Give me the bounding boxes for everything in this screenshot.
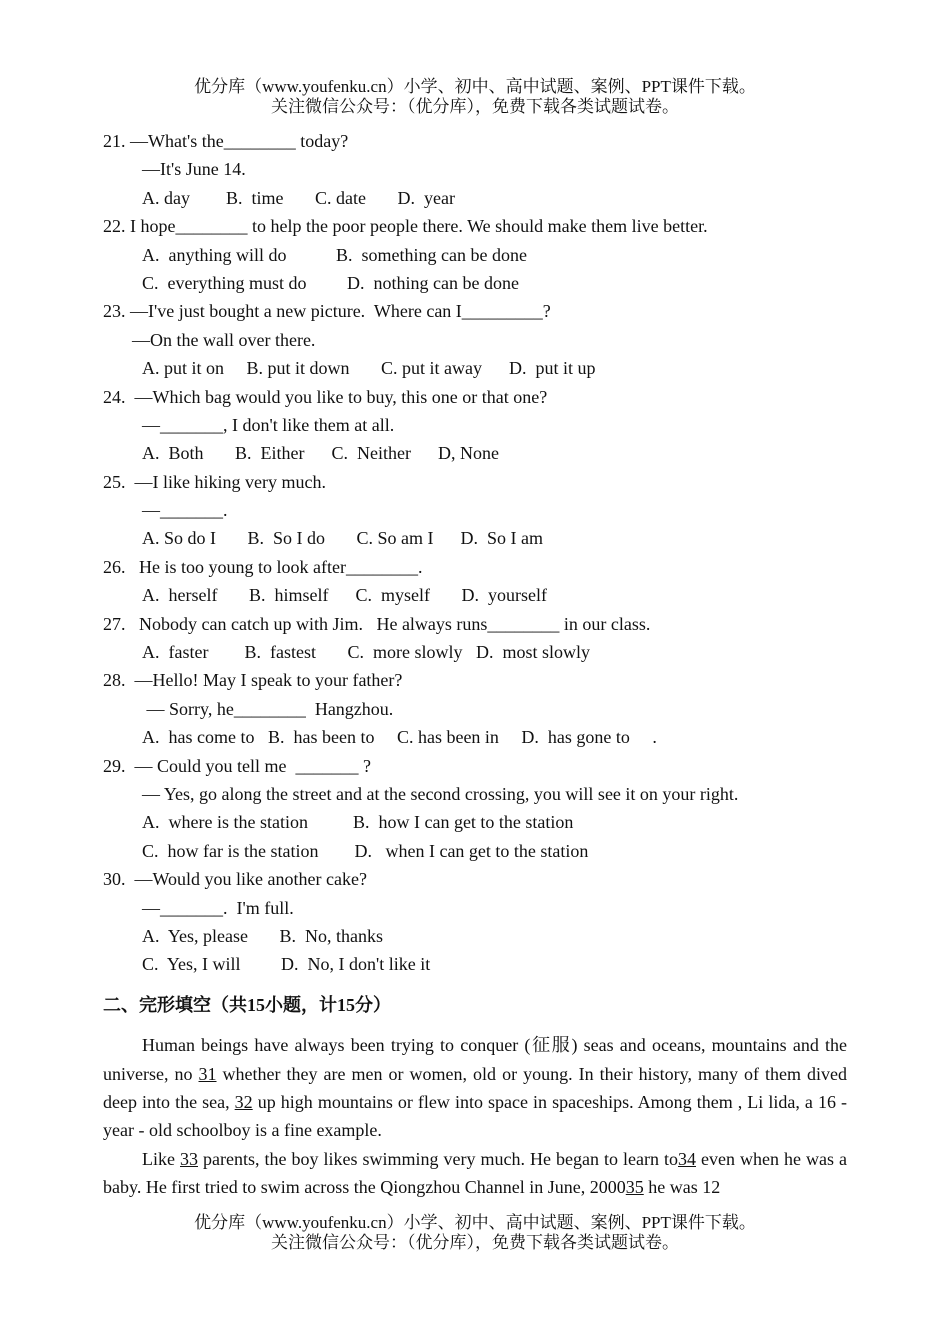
blank-32: 32 [234, 1091, 253, 1112]
answer-options: C. how far is the station D. when I can get to the station [142, 840, 589, 861]
blank-33: 33 [180, 1148, 198, 1169]
text-run: he was 12 [643, 1177, 721, 1198]
question-response: —It's June 14. [142, 159, 246, 180]
question-30: 30. —Would you like another cake? [103, 869, 367, 890]
answer-options: A. where is the station B. how I can get to the station [142, 812, 574, 833]
text-run: Human beings have always been trying to conquer (征服) seas and oceans, mountains and the universe, no [103, 1035, 847, 1084]
cloze-paragraph-1 [103, 1031, 847, 1145]
page-header [0, 77, 950, 117]
answer-options: A. Yes, please B. No, thanks [142, 925, 383, 946]
answer-options: A. has come to B. has been to C. has been in D. has gone to . [142, 727, 657, 748]
question-list [103, 127, 847, 979]
answer-options: A. herself B. himself C. myself D. yourself [142, 585, 547, 606]
text-run: up high mountains or flew into space in spaceships. Among them , Li lida, a 16 - year - old schoolboy is a fine example. [103, 1091, 847, 1141]
question-23: 23. —I've just bought a new picture. Where can I_________? [103, 301, 551, 322]
text-run: parents, the boy likes swimming very much. He began to learn to [198, 1148, 678, 1169]
answer-options: C. Yes, I will D. No, I don't like it [142, 954, 431, 975]
question-response: —On the wall over there. [132, 329, 316, 350]
blank-35: 35 [625, 1177, 644, 1198]
question-25: 25. —I like hiking very much. [103, 471, 326, 492]
question-22: 22. I hope________ to help the poor people there. We should make them live better. [103, 216, 708, 237]
answer-options: A. So do I B. So I do C. So am I D. So I am [142, 528, 544, 549]
footer-line-2: 关注微信公众号：（优分库），免费下载各类试题试卷。 [271, 1233, 679, 1252]
question-21: 21. —What's the________ today? [103, 131, 349, 151]
footer-line-1: 优分库（www.youfenku.cn）小学、初中、高中试题、案例、PPT课件下载。 [194, 1213, 756, 1232]
text-run: Like [142, 1148, 180, 1169]
answer-options: A. put it on B. put it down C. put it away D. put it up [142, 358, 596, 379]
header-line-1: 优分库（www.youfenku.cn）小学、初中、高中试题、案例、PPT课件下载。 [194, 77, 756, 96]
answer-options: A. faster B. fastest C. more slowly D. most slowly [142, 642, 590, 663]
question-26: 26. He is too young to look after________. [103, 556, 423, 577]
blank-34: 34 [678, 1148, 696, 1169]
question-27: 27. Nobody can catch up with Jim. He always runs________ in our class. [103, 613, 651, 634]
blank-31: 31 [198, 1063, 217, 1084]
question-response: — Sorry, he________ Hangzhou. [142, 698, 394, 719]
question-24: 24. —Which bag would you like to buy, this one or that one? [103, 386, 548, 407]
question-28: 28. —Hello! May I speak to your father? [103, 670, 403, 691]
question-response: —_______. I'm full. [142, 897, 294, 918]
header-line-2: 关注微信公众号：（优分库），免费下载各类试题试卷。 [271, 97, 679, 116]
answer-options: A. Both B. Either C. Neither D, None [142, 443, 499, 464]
text-run: even when he was a baby. He first tried to swim across the Qiongzhou Channel in June, 2000 [103, 1148, 847, 1198]
question-response: —_______. [142, 500, 228, 521]
answer-options: C. everything must do D. nothing can be done [142, 272, 519, 293]
answer-options: A. anything will do B. something can be done [142, 244, 527, 265]
question-response: —_______, I don't like them at all. [142, 414, 395, 435]
answer-options: A. day B. time C. date D. year [142, 187, 455, 208]
page-footer [0, 1213, 950, 1253]
question-response: — Yes, go along the street and at the second crossing, you will see it on your right. [142, 783, 739, 804]
text-run: whether they are men or women, old or young. In their history, many of them dived deep into the sea, [103, 1063, 847, 1112]
section-title: 二、完形填空（共15小题，计15分） [103, 994, 391, 1015]
question-29: 29. — Could you tell me _______ ? [103, 755, 371, 776]
cloze-paragraph-2 [103, 1145, 847, 1202]
exam-content [103, 127, 847, 1202]
